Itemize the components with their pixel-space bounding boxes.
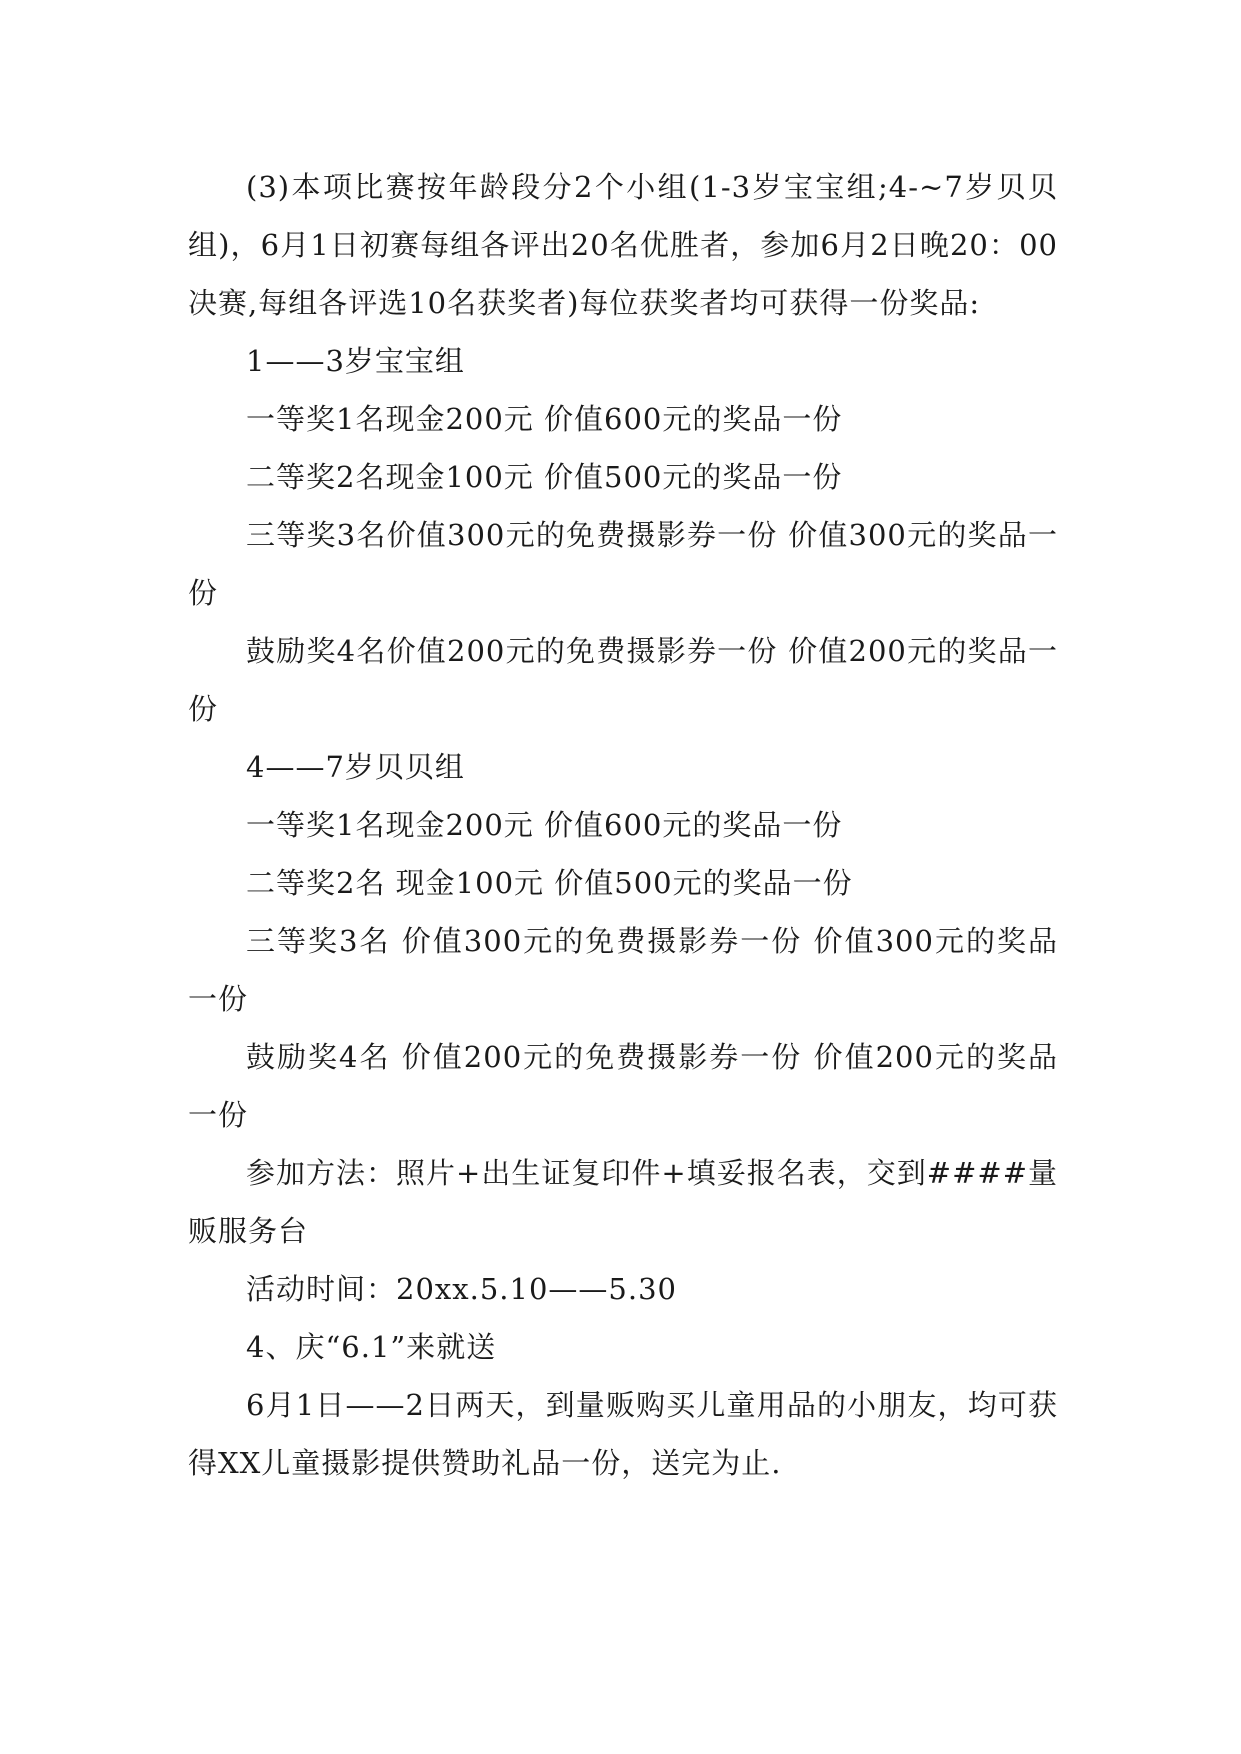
paragraph-baby-first-prize: 一等奖1名现金200元 价值600元的奖品一份	[246, 402, 843, 436]
paragraph-beibei-encouragement-prize: 鼓励奖4名 价值200元的免费摄影券一份 价值200元的奖品一份	[188, 1040, 1058, 1132]
paragraph-beibei-second-prize: 二等奖2名 现金100元 价值500元的奖品一份	[246, 866, 853, 900]
paragraph-section-heading: 4、庆“6.1”来就送	[246, 1330, 497, 1364]
paragraph-baby-group-heading: 1——3岁宝宝组	[246, 344, 465, 378]
paragraph-beibei-group-heading: 4——7岁贝贝组	[246, 750, 465, 784]
document-page	[188, 158, 1058, 1492]
paragraph-baby-encouragement-prize: 鼓励奖4名价值200元的免费摄影券一份 价值200元的奖品一份	[188, 634, 1058, 726]
paragraph-entry-method: 参加方法：照片+出生证复印件+填妥报名表，交到####量贩服务台	[188, 1156, 1058, 1248]
paragraph-baby-third-prize: 三等奖3名价值300元的免费摄影券一份 价值300元的奖品一份	[188, 518, 1058, 610]
paragraph-beibei-first-prize: 一等奖1名现金200元 价值600元的奖品一份	[246, 808, 843, 842]
paragraph-baby-second-prize: 二等奖2名现金100元 价值500元的奖品一份	[246, 460, 843, 494]
paragraph-gift-details: 6月1日——2日两天，到量贩购买儿童用品的小朋友，均可获得XX儿童摄影提供赞助礼品一份，送完为止.	[188, 1388, 1058, 1480]
paragraph-competition-groups: (3)本项比赛按年龄段分2个小组(1-3岁宝宝组;4-~7岁贝贝组)，6月1日初赛每组各评出20名优胜者，参加6月2日晚20：00决赛,每组各评选10名获奖者)每位获奖者均可获得一份奖品:	[188, 170, 1058, 320]
paragraph-activity-time: 活动时间：20xx.5.10——5.30	[246, 1272, 677, 1306]
paragraph-beibei-third-prize: 三等奖3名 价值300元的免费摄影券一份 价值300元的奖品一份	[188, 924, 1058, 1016]
